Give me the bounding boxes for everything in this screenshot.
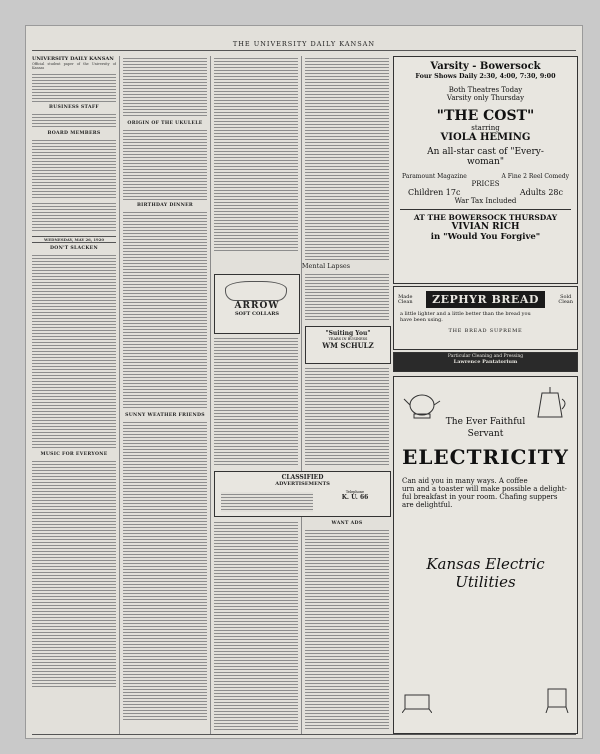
board-members-heading: BOARD MEMBERS	[47, 131, 101, 137]
pantatorium-ad	[393, 352, 578, 372]
theatre-title: Varsity - Bowersock	[430, 61, 541, 72]
editorial-heading-1: DON'T SLACKEN	[50, 246, 98, 252]
column-features-3	[305, 56, 389, 262]
editorial-body-1	[32, 253, 116, 449]
star-name: VIOLA HEMING	[440, 132, 531, 143]
article-birthday	[123, 210, 207, 410]
article-top	[123, 56, 207, 116]
heading-sunny-weather: SUNNY WEATHER FRIENDS	[125, 413, 205, 418]
editorial-heading-2: MUSIC FOR EVERYONE	[40, 452, 108, 458]
article-sunny-weather	[123, 420, 207, 720]
paramount-magazine: Paramount Magazine	[402, 173, 467, 180]
zephyr-bread-ad	[393, 286, 578, 350]
zephyr-line-2: have been using.	[400, 317, 443, 323]
staff-listing	[32, 72, 116, 102]
company-name-2: Utilities	[455, 573, 516, 591]
classified-header	[214, 471, 391, 517]
suiting-title: "Suiting You"	[325, 330, 371, 337]
bottom-rule	[32, 734, 576, 735]
war-tax: War Tax Included	[454, 197, 517, 205]
electric-body-1: Can aid you in many ways. A coffee	[402, 477, 528, 485]
column-divider	[210, 56, 211, 734]
arrow-sub: SOFT COLLARS	[235, 311, 279, 317]
coffee-urn-illustration	[402, 387, 442, 423]
prices-label: PRICES	[471, 180, 500, 188]
business-staff-heading: BUSINESS STAFF	[49, 105, 99, 111]
masthead-rule	[32, 50, 576, 51]
zephyr-clean: Clean	[398, 298, 413, 305]
editorial-body-2	[32, 459, 116, 689]
pantatorium-line-1: Particular Cleaning and Pressing	[447, 354, 524, 359]
phone-label: Telephone	[345, 490, 365, 494]
schulz-tailor-ad	[305, 326, 391, 364]
would-you-forgive: in "Would You Forgive"	[430, 232, 541, 242]
classified-subtitle: ADVERTISEMENTS	[275, 481, 330, 487]
column-features-2	[214, 56, 298, 251]
pantatorium-line-2: Lawrence Pantatorium	[453, 359, 518, 365]
vivian-rich: VIVIAN RICH	[451, 222, 520, 232]
zephyr-sold: Sold	[560, 293, 572, 300]
arrow-brand: ARROW	[234, 301, 280, 311]
servant: Servant	[467, 429, 504, 439]
zephyr-clean-2: Clean	[558, 298, 573, 305]
masthead: THE UNIVERSITY DAILY KANSAN	[232, 40, 376, 48]
zephyr-brand: ZEPHYR BREAD	[426, 291, 545, 308]
starring-label: starring	[471, 124, 500, 132]
film-title: "THE COST"	[436, 108, 535, 124]
column-features-1	[123, 56, 207, 720]
column-divider	[119, 56, 120, 734]
show-times: Four Shows Daily 2:30, 4:00, 7:30, 9:00	[415, 72, 556, 80]
zephyr-made: Made	[398, 293, 413, 300]
varsity-bowersock-ad	[393, 56, 578, 284]
classified-col3	[214, 520, 298, 730]
collar-illustration	[225, 281, 287, 301]
cast-line-1: An all-star cast of "Every-	[427, 147, 544, 157]
business-staff-list	[32, 112, 116, 128]
zephyr-line-1: a little lighter and a little better than the bread you	[400, 311, 531, 317]
article-col4-top	[305, 56, 389, 262]
paper-subtitle: Official student paper of the University of Kansas	[32, 62, 116, 71]
comedy-line: A Fine 2 Reel Comedy	[501, 173, 569, 180]
bread-supreme: THE BREAD SUPREME	[448, 328, 523, 334]
electric-body-4: are delightful.	[402, 501, 453, 509]
company-name-1: Kansas Electric	[426, 555, 545, 573]
heading-birthday-dinner: BIRTHDAY DINNER	[136, 203, 194, 208]
electric-body-3: ful breakfast in your room. Chafing suppers	[402, 493, 558, 501]
classified-rates	[221, 492, 313, 512]
electric-body-2: urn and a toaster will make possible a delight-	[402, 485, 567, 493]
kansas-electric-ad	[393, 376, 578, 734]
phone-number: K. U. 66	[341, 494, 369, 501]
electricity-headline: ELECTRICITY	[402, 445, 569, 469]
want-ads-list	[305, 528, 389, 730]
article-mental-lapses	[305, 272, 389, 322]
subscription-notice	[32, 201, 116, 233]
percolator-illustration	[532, 385, 568, 423]
arrow-collars-ad	[214, 274, 300, 334]
heading-origin-ukulele: ORIGIN OF THE UKULELE	[127, 121, 203, 126]
price-adults: Adults 28c	[519, 188, 563, 197]
cast-line-2: woman"	[467, 157, 504, 167]
suiting-name: WM SCHULZ	[322, 341, 374, 350]
price-children: Children 17c	[408, 188, 461, 197]
column-divider	[301, 56, 302, 734]
newspaper-page	[26, 26, 582, 738]
varsity-only: Varsity only Thursday	[446, 94, 525, 102]
article-col3-mid	[214, 336, 298, 466]
article-col3-top	[214, 56, 298, 251]
want-ads-heading: WANT ADS	[331, 521, 363, 526]
toaster-illustration	[402, 687, 432, 713]
ever-faithful: The Ever Faithful	[445, 417, 526, 427]
column-editorial	[32, 56, 116, 689]
chafing-dish-illustration	[544, 683, 570, 713]
paper-name: UNIVERSITY DAILY KANSAN	[32, 56, 114, 62]
article-ukulele	[123, 128, 207, 200]
board-members-list	[32, 138, 116, 198]
article-col4-mid	[305, 366, 389, 466]
suiting-years: YEARS IN BUSINESS	[328, 337, 368, 341]
classified-title: CLASSIFIED	[281, 474, 324, 481]
bowersock-thursday: AT THE BOWERSOCK THURSDAY	[413, 213, 558, 222]
both-theatres: Both Theatres Today	[448, 86, 523, 94]
issue-date: WEDNESDAY, MAY 26, 1920	[32, 236, 116, 243]
heading-mental-lapses: Mental Lapses	[301, 262, 351, 270]
